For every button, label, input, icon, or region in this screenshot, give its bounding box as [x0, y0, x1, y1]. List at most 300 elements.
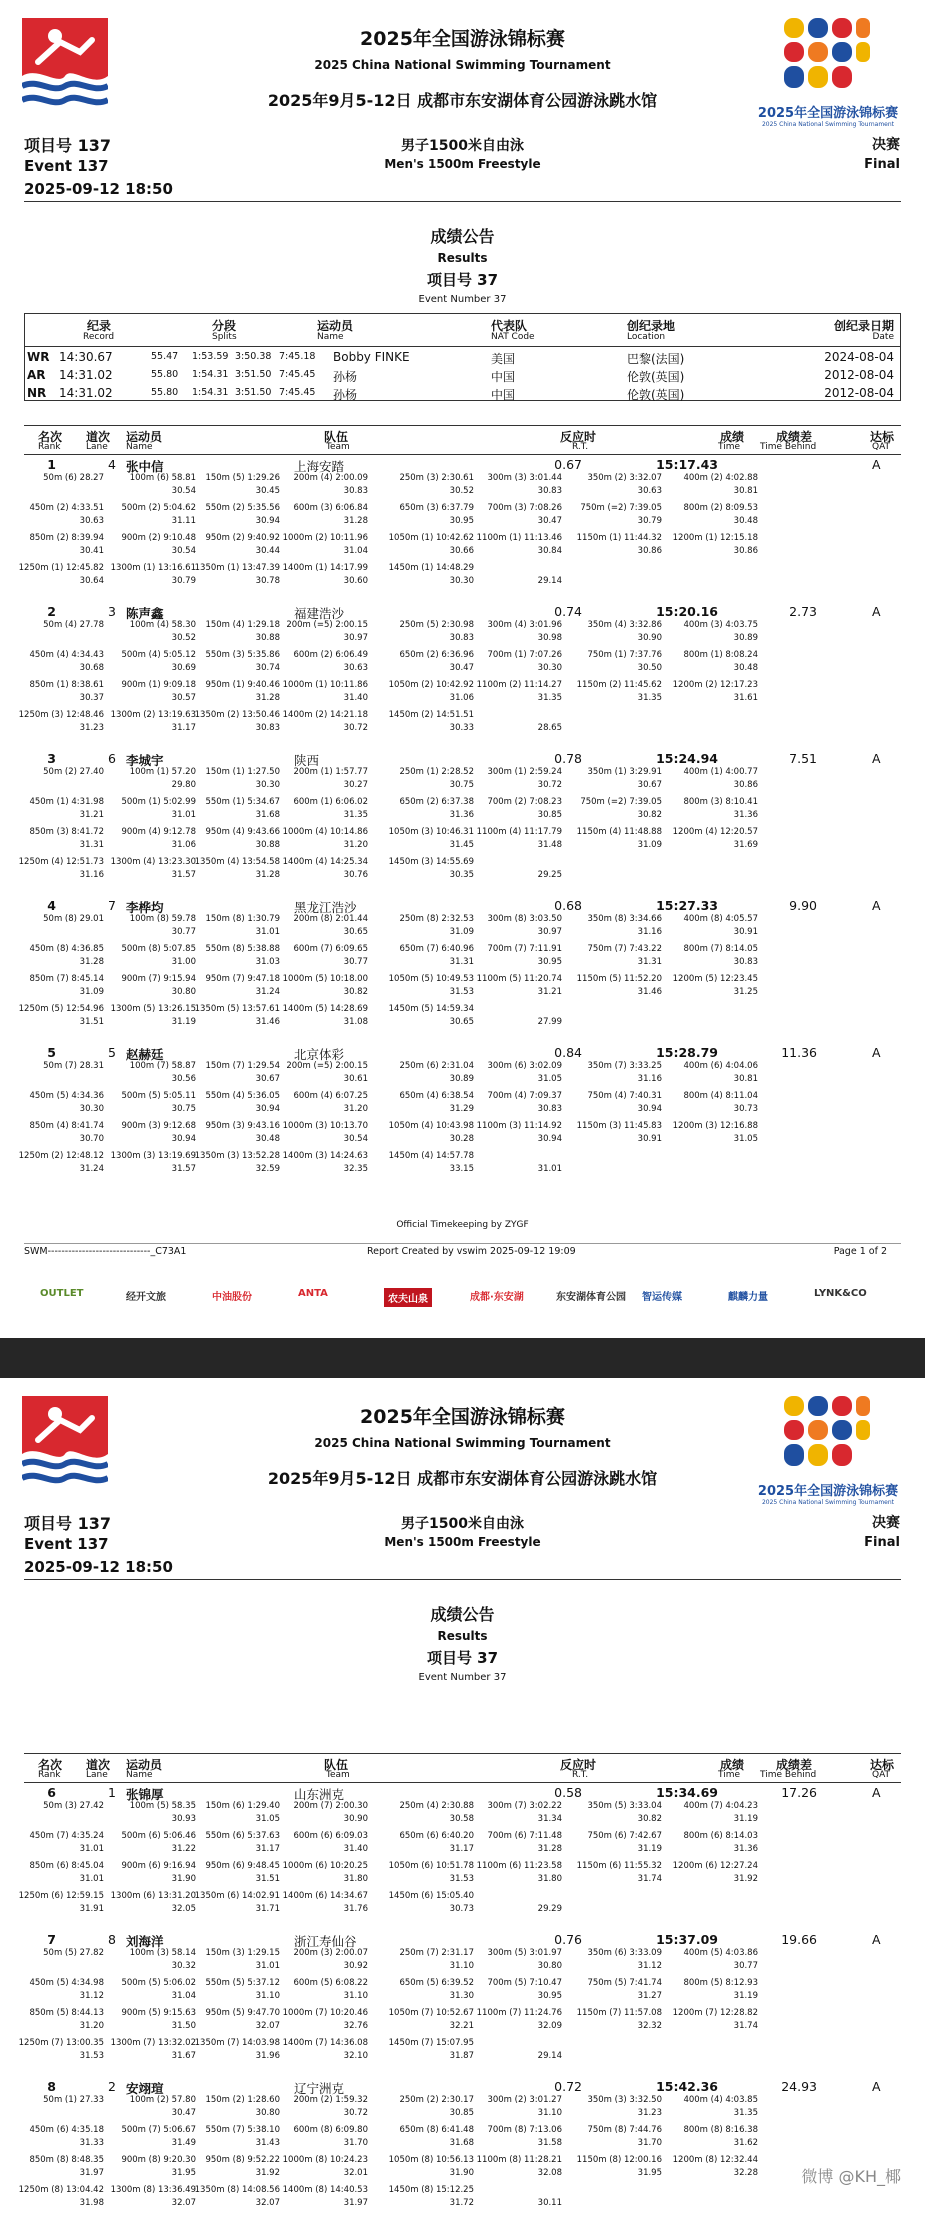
- split-delta: 30.82: [637, 1814, 662, 1824]
- split: [384, 857, 474, 887]
- split-label: 1000m (5) 10:18.00: [282, 974, 368, 984]
- split-label: 400m (2) 4:02.88: [683, 473, 758, 483]
- split-delta: 31.50: [171, 2021, 196, 2031]
- split-delta: 31.06: [171, 840, 196, 850]
- split-label: 1400m (5) 14:28.69: [282, 1004, 368, 1014]
- split-delta: 31.62: [733, 2138, 758, 2148]
- split-delta: 30.79: [171, 576, 196, 586]
- split-delta: 30.89: [449, 1074, 474, 1084]
- split-label: 1400m (2) 14:21.18: [282, 710, 368, 720]
- record-loc: 伦敦(英国): [627, 370, 685, 384]
- split-label: 150m (5) 1:29.26: [205, 473, 280, 483]
- swimmer-team: 黑龙江浩沙: [294, 900, 357, 915]
- phase: 决赛: [872, 137, 900, 153]
- split-delta: 28.65: [537, 723, 562, 733]
- split: [278, 473, 368, 503]
- split-label: 650m (2) 6:37.38: [399, 797, 474, 807]
- col-header: 反应时: [560, 430, 597, 444]
- split-label: 1100m (3) 11:14.92: [476, 1121, 562, 1131]
- split-label: 100m (1) 57.20: [129, 767, 196, 777]
- swimmer-time: 15:27.33: [656, 898, 718, 913]
- split: [106, 473, 196, 503]
- swimmer-lane: 3: [108, 604, 116, 619]
- swimmer-name: 张锦厚: [126, 1787, 164, 1802]
- event-number: 项目号 137: [24, 136, 111, 155]
- split: [572, 797, 662, 827]
- split: [472, 680, 562, 710]
- swimmer-rank: 5: [47, 1045, 56, 1060]
- event-name-en: Men's 1500m Freestyle: [384, 1535, 541, 1549]
- split: [384, 473, 474, 503]
- split-delta: 31.51: [255, 1874, 280, 1884]
- split: [106, 1978, 196, 2008]
- record-nat: 中国: [491, 388, 516, 402]
- split-label: 1100m (6) 11:23.58: [476, 1861, 562, 1871]
- split: [384, 1861, 474, 1891]
- split-delta: 30.27: [343, 780, 368, 790]
- split-delta: 30.56: [171, 1074, 196, 1084]
- col-header: 运动员: [126, 1758, 163, 1772]
- split: [190, 914, 280, 944]
- split: [384, 2125, 474, 2155]
- sponsor-logo: 麒麟力量: [728, 1292, 768, 1303]
- split: [106, 1151, 196, 1181]
- tournament-title-en: 2025 China National Swimming Tournament: [314, 1436, 611, 1450]
- split-label: 850m (1) 8:38.61: [29, 680, 104, 690]
- split-delta: 31.12: [637, 1961, 662, 1971]
- split: [384, 1151, 474, 1181]
- split-label: 300m (7) 3:02.22: [487, 1801, 562, 1811]
- split: [668, 1831, 758, 1861]
- split-label: 1050m (8) 10:56.13: [388, 2155, 474, 2165]
- split-label: 100m (8) 59.78: [129, 914, 196, 924]
- split-label: 1050m (3) 10:46.31: [388, 827, 474, 837]
- split: [668, 944, 758, 974]
- split-label: 600m (7) 6:09.65: [293, 944, 368, 954]
- split: [190, 1801, 280, 1831]
- split-label: 1000m (4) 10:14.86: [282, 827, 368, 837]
- records-header-en: Splits: [212, 332, 237, 342]
- col-header-en: Rank: [38, 1770, 61, 1780]
- split-label: 450m (6) 4:35.18: [29, 2125, 104, 2135]
- split: [14, 1004, 104, 1034]
- split: [472, 620, 562, 650]
- split-delta: 30.86: [733, 546, 758, 556]
- split-delta: 31.70: [637, 2138, 662, 2148]
- split-delta: 31.53: [79, 2051, 104, 2061]
- sponsor-logo: 智运传媒: [642, 1292, 682, 1303]
- split-label: 1150m (4) 11:48.88: [576, 827, 662, 837]
- tournament-title: 2025年全国游泳锦标赛: [360, 28, 565, 50]
- split: [572, 2155, 662, 2185]
- swimmer-rank: 6: [47, 1785, 56, 1800]
- split: [472, 827, 562, 857]
- col-header-en: Rank: [38, 442, 61, 452]
- split-delta: 31.67: [171, 2051, 196, 2061]
- split-label: 1350m (3) 13:52.28: [194, 1151, 280, 1161]
- tournament-logo-text: 2025年全国游泳锦标赛: [757, 106, 899, 121]
- phase-en: Final: [864, 157, 900, 172]
- split-label: 450m (7) 4:35.24: [29, 1831, 104, 1841]
- col-header-en: Team: [326, 1770, 350, 1780]
- tournament-logo-subtext: 2025 China National Swimming Tournament: [761, 121, 895, 128]
- split: [472, 974, 562, 1004]
- split-label: 750m (7) 7:43.22: [587, 944, 662, 954]
- swimmer-time: 15:37.09: [656, 1932, 718, 1947]
- split-label: 650m (5) 6:39.52: [399, 1978, 474, 1988]
- record-name: 孙杨: [333, 370, 358, 384]
- split: [572, 974, 662, 1004]
- split: [106, 974, 196, 1004]
- split-delta: 31.28: [537, 1844, 562, 1854]
- split-label: 350m (3) 3:32.50: [587, 2095, 662, 2105]
- split: [384, 2095, 474, 2125]
- split: [106, 710, 196, 740]
- split-delta: 31.17: [255, 1844, 280, 1854]
- split-label: 150m (6) 1:29.40: [205, 1801, 280, 1811]
- split: [384, 1891, 474, 1921]
- split-delta: 30.75: [449, 780, 474, 790]
- split-delta: 31.31: [449, 957, 474, 967]
- split-delta: 32.35: [343, 1164, 368, 1174]
- records-header-en: Location: [627, 332, 666, 342]
- split-delta: 31.01: [255, 927, 280, 937]
- split-delta: 30.82: [637, 810, 662, 820]
- split-label: 800m (3) 8:10.41: [683, 797, 758, 807]
- page-separator: [0, 1338, 925, 1378]
- split-delta: 30.48: [733, 516, 758, 526]
- split-delta: 31.34: [537, 1814, 562, 1824]
- split-delta: 30.80: [255, 2108, 280, 2118]
- sponsor-logo: ANTA: [298, 1288, 328, 1299]
- split: [384, 1978, 474, 2008]
- split-delta: 31.74: [733, 2021, 758, 2031]
- split-delta: 30.80: [537, 1961, 562, 1971]
- split-label: 200m (8) 2:01.44: [293, 914, 368, 924]
- split: [472, 473, 562, 503]
- split-delta: 31.95: [637, 2168, 662, 2178]
- split-label: 1250m (8) 13:04.42: [18, 2185, 104, 2195]
- report-created: Report Created by vswim 2025-09-12 19:09: [367, 1246, 576, 1257]
- split: [278, 857, 368, 887]
- timekeeping-note: Official Timekeeping by ZYGF: [396, 1220, 529, 1230]
- sponsor-logo: 成都·东安湖: [470, 1292, 524, 1303]
- split-delta: 29.25: [537, 870, 562, 880]
- date-venue: 2025年9月5-12日 成都市东安湖体育公园游泳跳水馆: [267, 1469, 658, 1488]
- split-label: 250m (1) 2:28.52: [399, 767, 474, 777]
- split-label: 400m (7) 4:04.23: [683, 1801, 758, 1811]
- split: [106, 2155, 196, 2185]
- col-header: 成绩差: [776, 1758, 813, 1772]
- split-delta: 31.16: [637, 1074, 662, 1084]
- split: [472, 533, 562, 563]
- split: [190, 473, 280, 503]
- split-delta: 30.65: [449, 1017, 474, 1027]
- col-header: 名次: [38, 1758, 63, 1772]
- swimmer-qat: A: [872, 1785, 881, 1800]
- split-delta: 30.30: [537, 663, 562, 673]
- split-label: 1050m (6) 10:51.78: [388, 1861, 474, 1871]
- split-delta: 32.07: [255, 2198, 280, 2208]
- split-delta: 30.89: [733, 633, 758, 643]
- split-label: 300m (6) 3:02.09: [487, 1061, 562, 1071]
- split-delta: 31.04: [171, 1991, 196, 2001]
- split-label: 750m (5) 7:41.74: [587, 1978, 662, 1988]
- split: [278, 914, 368, 944]
- split-label: 650m (7) 6:40.96: [399, 944, 474, 954]
- tournament-logo-subtext: 2025 China National Swimming Tournament: [761, 1499, 895, 1506]
- split: [190, 1091, 280, 1121]
- split-label: 1450m (2) 14:51.51: [388, 710, 474, 720]
- split-label: 300m (1) 2:59.24: [487, 767, 562, 777]
- col-header: 队伍: [324, 1758, 349, 1772]
- split-label: 1050m (2) 10:42.92: [388, 680, 474, 690]
- split-delta: 31.80: [537, 1874, 562, 1884]
- split-delta: 31.40: [343, 693, 368, 703]
- split-delta: 31.25: [733, 987, 758, 997]
- split: [472, 1948, 562, 1978]
- split-delta: 30.85: [537, 810, 562, 820]
- split: [14, 1831, 104, 1861]
- split-label: 450m (4) 4:34.43: [29, 650, 104, 660]
- split-label: 700m (7) 7:11.91: [487, 944, 562, 954]
- split: [668, 680, 758, 710]
- split-label: 1150m (7) 11:57.08: [576, 2008, 662, 2018]
- records-header-en: Record: [83, 332, 115, 342]
- split-label: 700m (6) 7:11.48: [487, 1831, 562, 1841]
- split-label: 850m (6) 8:45.04: [29, 1861, 104, 1871]
- split: [384, 563, 474, 593]
- split-label: 100m (6) 58.81: [129, 473, 196, 483]
- split-delta: 30.79: [637, 516, 662, 526]
- record-loc: 巴黎(法国): [627, 352, 685, 366]
- split: [14, 767, 104, 797]
- split: [384, 1831, 474, 1861]
- record-row: [25, 384, 900, 402]
- split: [472, 650, 562, 680]
- split-label: 300m (2) 3:01.27: [487, 2095, 562, 2105]
- split-delta: 31.24: [255, 987, 280, 997]
- split-delta: 30.84: [537, 546, 562, 556]
- split: [190, 680, 280, 710]
- split: [572, 533, 662, 563]
- split-delta: 30.81: [733, 486, 758, 496]
- results-event-number-en: Event Number 37: [418, 294, 507, 305]
- split-label: 800m (4) 8:11.04: [683, 1091, 758, 1101]
- split: [384, 680, 474, 710]
- split-delta: 31.05: [733, 1134, 758, 1144]
- record-name: Bobby FINKE: [333, 350, 410, 364]
- split-label: 1000m (2) 10:11.96: [282, 533, 368, 543]
- split-label: 800m (8) 8:16.38: [683, 2125, 758, 2135]
- split-label: 1450m (4) 14:57.78: [388, 1151, 474, 1161]
- split-delta: 31.10: [449, 1961, 474, 1971]
- phase-en: Final: [864, 1535, 900, 1550]
- record-nat: 中国: [491, 370, 516, 384]
- split-label: 250m (5) 2:30.98: [399, 620, 474, 630]
- split-label: 300m (8) 3:03.50: [487, 914, 562, 924]
- split: [668, 2155, 758, 2185]
- col-header-en: R.T.: [572, 1770, 589, 1780]
- split-label: 600m (6) 6:09.03: [293, 1831, 368, 1841]
- swimmer-team: 陕西: [294, 753, 320, 768]
- split: [278, 944, 368, 974]
- split: [14, 1801, 104, 1831]
- split-delta: 29.29: [537, 1904, 562, 1914]
- split: [668, 2008, 758, 2038]
- swimmer-time: 15:24.94: [656, 751, 718, 766]
- split-label: 500m (7) 5:06.67: [121, 2125, 196, 2135]
- split: [106, 827, 196, 857]
- split: [106, 680, 196, 710]
- split-delta: 30.52: [449, 486, 474, 496]
- swimmer-block: [18, 1783, 901, 1930]
- split-label: 900m (6) 9:16.94: [121, 1861, 196, 1871]
- split-label: 750m (4) 7:40.31: [587, 1091, 662, 1101]
- split-delta: 30.30: [255, 780, 280, 790]
- split: [106, 2038, 196, 2068]
- records-table: [24, 313, 901, 401]
- split-label: 200m (3) 2:00.07: [293, 1948, 368, 1958]
- split-label: 600m (2) 6:06.49: [293, 650, 368, 660]
- swimmer-lane: 6: [108, 751, 116, 766]
- split-delta: 30.82: [343, 987, 368, 997]
- split: [472, 1891, 562, 1921]
- split-delta: 31.91: [79, 1904, 104, 1914]
- split: [190, 650, 280, 680]
- split: [472, 1151, 562, 1181]
- split: [278, 1861, 368, 1891]
- swimmer-behind: 17.26: [781, 1785, 817, 1800]
- split-label: 50m (7) 28.31: [43, 1061, 104, 1071]
- split: [668, 1061, 758, 1091]
- split-delta: 30.86: [733, 780, 758, 790]
- col-header-en: Time Behind: [760, 1770, 817, 1780]
- split-label: 550m (4) 5:36.05: [205, 1091, 280, 1101]
- swimmer-rank: 4: [47, 898, 56, 913]
- swimmer-rank: 1: [47, 457, 56, 472]
- split: [668, 2125, 758, 2155]
- split-label: 650m (8) 6:41.48: [399, 2125, 474, 2135]
- split-label: 250m (2) 2:30.17: [399, 2095, 474, 2105]
- split: [106, 503, 196, 533]
- col-header-en: R.T.: [572, 442, 589, 452]
- split-delta: 31.22: [171, 1844, 196, 1854]
- split-label: 450m (1) 4:31.98: [29, 797, 104, 807]
- split-delta: 31.53: [449, 987, 474, 997]
- sponsor-logo: LYNK&CO: [814, 1288, 867, 1299]
- split-label: 800m (2) 8:09.53: [683, 503, 758, 513]
- results-title: 成绩公告: [430, 1605, 495, 1624]
- split-delta: 31.49: [171, 2138, 196, 2148]
- split-label: 500m (5) 5:05.11: [121, 1091, 196, 1101]
- split: [572, 2125, 662, 2155]
- split-delta: 32.28: [733, 2168, 758, 2178]
- split-delta: 30.58: [449, 1814, 474, 1824]
- split: [190, 1151, 280, 1181]
- split-label: 50m (8) 29.01: [43, 914, 104, 924]
- split-delta: 32.07: [255, 2021, 280, 2031]
- split: [572, 620, 662, 650]
- split: [278, 2008, 368, 2038]
- split-delta: 31.10: [255, 1991, 280, 2001]
- record-s1: 55.80: [151, 369, 179, 380]
- split: [106, 1831, 196, 1861]
- split-label: 1000m (8) 10:24.23: [282, 2155, 368, 2165]
- split: [278, 2185, 368, 2215]
- split: [472, 2125, 562, 2155]
- split: [572, 1801, 662, 1831]
- split: [668, 2095, 758, 2125]
- split-delta: 29.80: [171, 780, 196, 790]
- split-label: 850m (8) 8:48.35: [29, 2155, 104, 2165]
- split: [472, 2038, 562, 2068]
- swimmer-lane: 1: [108, 1785, 116, 1800]
- split-delta: 32.08: [537, 2168, 562, 2178]
- split-delta: 30.48: [733, 663, 758, 673]
- split: [106, 1091, 196, 1121]
- split: [278, 1891, 368, 1921]
- split-label: 200m (1) 1:57.77: [293, 767, 368, 777]
- split: [106, 533, 196, 563]
- swimmer-rt: 0.67: [554, 457, 582, 472]
- results-header: [24, 1753, 901, 1783]
- split: [668, 533, 758, 563]
- split-label: 350m (2) 3:32.07: [587, 473, 662, 483]
- report-code: SWM------------------------------_C73A1: [24, 1246, 187, 1257]
- split-label: 50m (5) 27.82: [43, 1948, 104, 1958]
- page-header: [0, 1378, 925, 1588]
- split-delta: 30.81: [733, 1074, 758, 1084]
- split: [14, 827, 104, 857]
- split: [190, 2008, 280, 2038]
- split-delta: 31.19: [637, 1844, 662, 1854]
- split: [472, 2155, 562, 2185]
- split: [472, 563, 562, 593]
- split-label: 500m (5) 5:06.02: [121, 1978, 196, 1988]
- split: [572, 767, 662, 797]
- swimmer-name: 李桦均: [126, 900, 164, 915]
- split: [106, 797, 196, 827]
- split-delta: 30.33: [449, 723, 474, 733]
- split-label: 400m (3) 4:03.75: [683, 620, 758, 630]
- split-delta: 31.31: [637, 957, 662, 967]
- split: [472, 1121, 562, 1151]
- split-delta: 30.65: [343, 927, 368, 937]
- split: [14, 1091, 104, 1121]
- split-delta: 30.93: [171, 1814, 196, 1824]
- split-delta: 30.72: [343, 723, 368, 733]
- split-label: 50m (6) 28.27: [43, 473, 104, 483]
- split-delta: 32.32: [637, 2021, 662, 2031]
- split-label: 1450m (6) 15:05.40: [388, 1891, 474, 1901]
- split: [572, 1831, 662, 1861]
- split-delta: 32.21: [449, 2021, 474, 2031]
- records-header: 创纪录日期: [833, 319, 894, 333]
- split-label: 1200m (5) 12:23.45: [672, 974, 758, 984]
- split-delta: 31.98: [79, 2198, 104, 2208]
- split-label: 250m (4) 2:30.88: [399, 1801, 474, 1811]
- sponsor-logo: 经开文旅: [126, 1292, 166, 1303]
- split-label: 1400m (4) 14:25.34: [282, 857, 368, 867]
- split-label: 850m (5) 8:44.13: [29, 2008, 104, 2018]
- split-delta: 31.76: [343, 1904, 368, 1914]
- split-delta: 31.01: [537, 1164, 562, 1174]
- swimmer-rank: 8: [47, 2079, 56, 2094]
- split-label: 600m (5) 6:08.22: [293, 1978, 368, 1988]
- split: [668, 1091, 758, 1121]
- split-delta: 31.17: [171, 723, 196, 733]
